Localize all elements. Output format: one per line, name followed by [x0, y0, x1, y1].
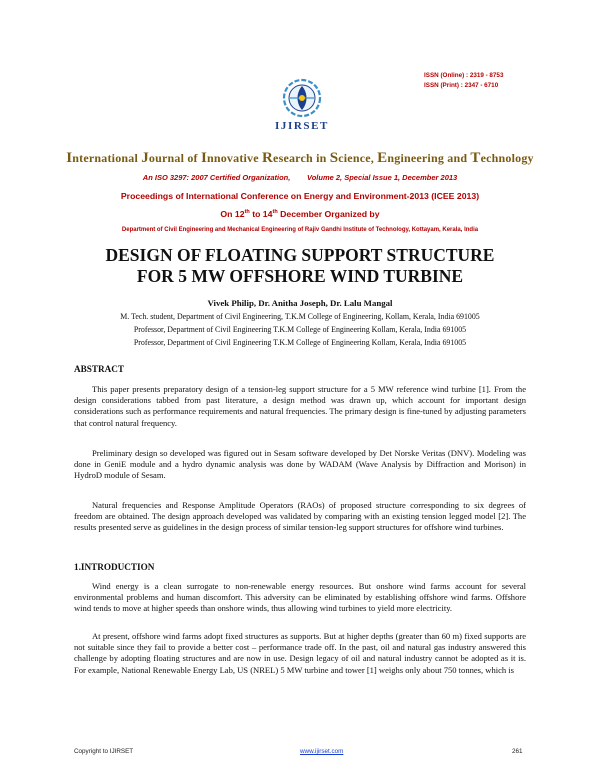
journal-word-capital: E — [377, 150, 388, 166]
logo-text: IJIRSET — [275, 120, 329, 132]
journal-word-rest: nnovative — [206, 151, 262, 165]
affiliation-1: M. Tech. student, Department of Civil Engineering, T.K.M College of Engineering, Kollam, Kerala, India 691005 — [120, 312, 480, 321]
journal-word-rest: ournal of — [148, 151, 201, 165]
journal-name — [0, 150, 600, 167]
abstract-paragraph-3: Natural frequencies and Response Amplitude Operators (RAOs) of proposed structure corresponding to six degrees of freedom are obtained. The design approach developed was validated by comparing with an existing tension legged model [2]. The results presented serve as guidelines in the design process of similar tension-leg support structures for offshore wind turbines. — [74, 500, 526, 533]
journal-word-capital: R — [262, 150, 274, 166]
conference-dates: On 12th to 14th December Organized by — [220, 209, 380, 219]
affiliation-3: Professor, Department of Civil Engineering T.K.M College of Engineering Kollam, Kerala, India 691005 — [133, 338, 467, 347]
introduction-heading: 1.INTRODUCTION — [74, 562, 155, 572]
footer-copyright: Copyright to IJIRSET — [74, 748, 134, 755]
abstract-heading: ABSTRACT — [74, 364, 125, 374]
journal-word-rest: cience, — [338, 151, 378, 165]
proceedings-line: Proceedings of International Conference on Energy and Environment-2013 (ICEE 2013) — [120, 191, 480, 201]
paper-title: DESIGN OF FLOATING SUPPORT STRUCTURE FOR 5 MW OFFSHORE WIND TURBINE — [105, 245, 495, 286]
abstract-paragraph-1: This paper presents preparatory design of a tension-leg support structure for a 5 MW reference wind turbine [1]. From the design considerations tabbed from past literature, a design method was drawn up, which account for important design considerations such as performance requirements and natural frequencies. The primary design is fine-tuned by adjusting parameters that control natural frequency. — [74, 384, 526, 428]
affiliation-2: Professor, Department of Civil Engineering T.K.M College of Engineering Kollam, Kerala, India 691005 — [133, 325, 467, 334]
issn-print: ISSN (Print) : 2347 - 6710 — [424, 82, 499, 89]
footer-website-link[interactable]: www.ijirset.com — [300, 748, 344, 755]
paper-authors: Vivek Philip, Dr. Anitha Joseph, Dr. Lalu Mangal — [207, 298, 393, 308]
journal-word-capital: J — [141, 150, 149, 166]
journal-logo-icon — [280, 77, 324, 119]
journal-word-rest: ngineering and — [387, 151, 471, 165]
iso-volume-line: An ISO 3297: 2007 Certified Organization, Volume 2, Special Issue 1, December 2013 — [142, 173, 458, 182]
journal-word-rest: echnology — [480, 151, 534, 165]
journal-word-rest: nternational — [72, 151, 142, 165]
intro-paragraph-1: Wind energy is a clean surrogate to non-renewable energy resources. But onshore wind farms account for several environmental problems and human discomfort. This adversity can be eliminated by establishing offshore wind farms. Offshore wind tends to move at higher speeds than onshore winds, thus allowing wind turbines to yield more electricity. — [74, 581, 526, 614]
journal-word-rest: esearch in — [273, 151, 330, 165]
organizing-department: Department of Civil Engineering and Mechanical Engineering of Rajiv Gandhi Institute of Technology, Kottayam, Kerala, India — [121, 227, 479, 233]
abstract-paragraph-2: Preliminary design so developed was figured out in Sesam software developed by Det Norske Veritas (DNV). Modeling was done in GeniE module and a hydro dynamic analysis was done by WADAM (Wave Analysis by Diffraction and Morison) in HydroD module of Sesam. — [74, 448, 526, 481]
footer-page-number: 261 — [512, 748, 523, 755]
journal-word-capital: I — [66, 150, 73, 166]
journal-word-capital: S — [329, 150, 339, 166]
intro-paragraph-2: At present, offshore wind farms adopt fixed structures as supports. But at higher depths (greater than 60 m) fixed supports are not suitable since they fail to provide a better cost – performance trade off. In the past, oil and natural gas industry answered this challenge by adopting floating structures and are now in use. Design legacy of oil and natural industry cannot be adopted as it is. For example, National Renewable Energy Lab, US (NREL) 5 MW turbine and tower [1] weighs only about 750 tonnes, which is — [74, 631, 526, 675]
journal-word-capital: I — [200, 150, 207, 166]
journal-word-capital: T — [470, 150, 481, 166]
issn-online: ISSN (Online) : 2319 - 8753 — [424, 72, 504, 79]
